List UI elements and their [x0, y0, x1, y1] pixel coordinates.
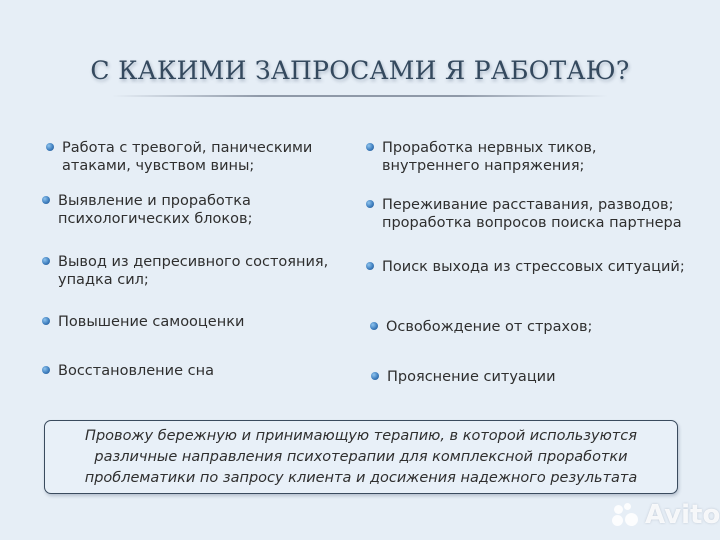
- summary-line: различные направления психотерапии для комплексной проработки: [94, 448, 628, 465]
- summary-line: проблематики по запросу клиента и досижения надежного результата: [84, 469, 638, 486]
- list-item-text: Поиск выхода из стрессовых ситуаций;: [382, 259, 685, 275]
- list-item-text: Повышение самооценки: [58, 314, 245, 330]
- summary-line: Провожу бережную и принимающую терапию, в которой используются: [85, 427, 637, 444]
- list-item: [46, 139, 312, 175]
- list-item-text: внутреннего напряжения;: [382, 158, 585, 174]
- list-item-text: Проработка нервных тиков,: [382, 140, 597, 156]
- list-item: [42, 253, 328, 289]
- list-item: [366, 139, 597, 175]
- avito-watermark: [612, 500, 720, 530]
- bullet-icon: [42, 366, 50, 374]
- avito-label: Avito: [645, 500, 720, 530]
- bullet-icon: [42, 257, 50, 265]
- list-item-text: Выявление и проработка: [58, 193, 251, 209]
- list-item-text: упадка сил;: [58, 272, 149, 288]
- list-item: [42, 192, 252, 228]
- summary-callout: [44, 420, 678, 494]
- list-item-text: Работа с тревогой, паническими: [62, 140, 313, 156]
- list-item-text: Прояснение ситуации: [387, 369, 556, 385]
- avito-dots-icon: [612, 503, 642, 527]
- summary-text: [51, 426, 671, 489]
- list-item-text: психологических блоков;: [58, 211, 253, 227]
- list-item: [42, 362, 214, 380]
- title-divider: [112, 95, 608, 97]
- list-item-text: Восстановление сна: [58, 363, 214, 379]
- list-item: [42, 313, 244, 331]
- bullet-icon: [42, 196, 50, 204]
- bullet-icon: [371, 372, 379, 380]
- page-title: С КАКИМИ ЗАПРОСАМИ Я РАБОТАЮ?: [90, 56, 630, 85]
- list-item: [366, 196, 682, 232]
- list-item-text: проработка вопросов поиска партнера: [382, 215, 682, 231]
- bullet-icon: [366, 143, 374, 151]
- bullet-icon: [46, 143, 54, 151]
- list-item-text: Переживание расставания, разводов;: [382, 197, 674, 213]
- bullet-icon: [366, 200, 374, 208]
- list-item: [370, 318, 592, 336]
- bullet-icon: [370, 322, 378, 330]
- list-item-text: атаками, чувством вины;: [62, 158, 255, 174]
- bullet-icon: [366, 262, 374, 270]
- list-item-text: Освобождение от страхов;: [386, 319, 593, 335]
- list-item: [371, 368, 556, 386]
- list-item: [366, 258, 685, 276]
- list-item-text: Вывод из депресивного состояния,: [58, 254, 329, 270]
- bullet-icon: [42, 317, 50, 325]
